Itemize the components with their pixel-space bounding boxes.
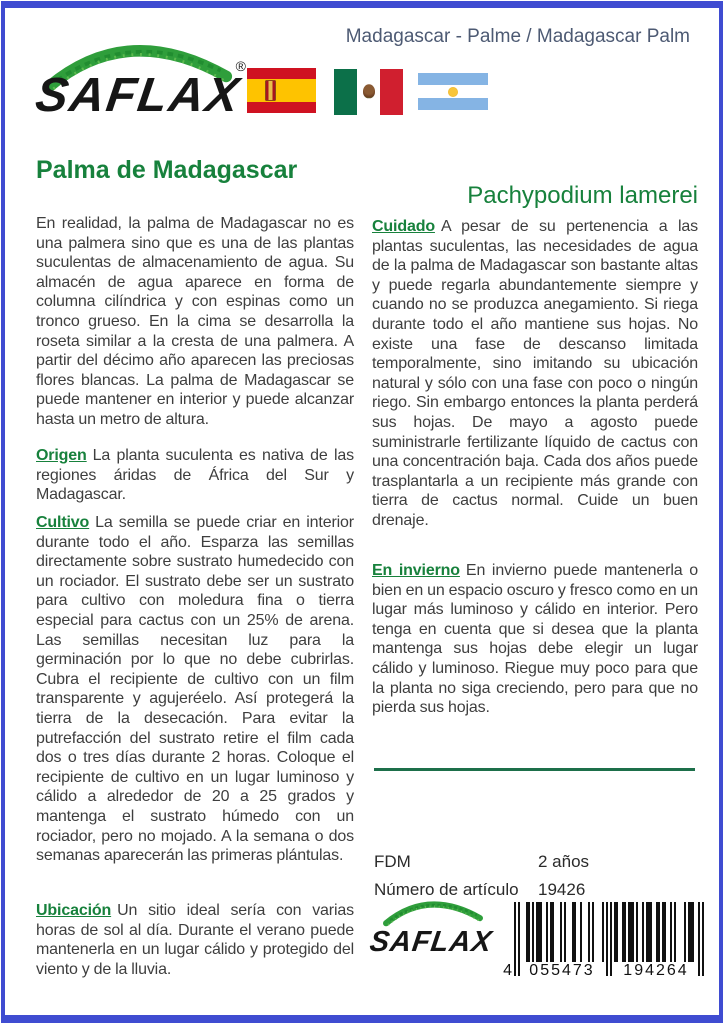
section-text-cuidado: A pesar de su pertenencia a las plantas suculentas, las necesidades de agua de la palma de Madagascar son bastante altas y puede regarla abundantemente siempre y cuando no se produzca anegamiento. Si riega durante todo el año mantiene sus hojas. No existe una fase de descanso limitada temporalmente, sino imitando su ubicación natural y sólo con una fase con poco o ningún riego. Sin embargo entonces la planta perderá sus hojas. De mayo a agosto puede suministrarle fertilizante líquido de cactus con una concentración baja. Cada dos años puede trasplantarla a un recipiente más grande con tierra de cactus normal. Cuide un buen drenaje. (372, 218, 698, 529)
mexico-flag-icon (334, 69, 403, 115)
section-text-ubicacion: Un sitio ideal sería con varias horas de sol al día. Durante el verano puede mantenerla en un lugar cálido y protegido del viento y de la lluvia. (36, 902, 354, 978)
barcode-digits-right: 194264 (623, 962, 689, 979)
section-invierno (372, 561, 698, 718)
common-name-heading: Palma de Madagascar (36, 156, 298, 184)
fdm-value: 2 años (538, 852, 590, 871)
section-lead-cuidado: Cuidado (372, 218, 435, 235)
section-lead-origen: Origen (36, 447, 87, 464)
section-text-cultivo: La semilla se puede criar en interior durante todo el año. Esparza las semillas directamente sobre sustrato humedecido con un rociador. El sustrato debe ser un sustrato para cultivo con moledura fina o tierra especial para cactus con un 25% de arena. Las semillas necesitan luz para la germinación por lo que no debe cubrirlas. Cubra el recipiente de cultivo con un film transparente y agujeréelo. Así protegerá la tierra de la desecación. Para evitar la putrefacción del sustrato retire el film cada dos o tres días durante 2 horas. Coloque el recipiente de cultivo en un lugar luminoso y cálido a alrededor de 20 a 25 grados y mantenga el sustrato húmedo con un rociador, pero no mojado. A la semana o dos semanas aparecerán las primeras plántulas. (36, 514, 354, 865)
spain-crest-icon (265, 80, 276, 101)
section-cultivo (36, 513, 354, 866)
section-lead-ubicacion: Ubicación (36, 902, 112, 919)
page-title: Madagascar - Palme / Madagascar Palm (345, 26, 690, 47)
barcode-digit-first: 4 (503, 962, 512, 979)
section-cuidado (372, 217, 698, 531)
brand-wordmark: SAFLAX (32, 69, 244, 122)
section-ubicacion (36, 901, 354, 979)
section-origen (36, 446, 354, 505)
barcode-digits-left: 055473 (529, 962, 595, 979)
brush-arc-icon (382, 894, 484, 928)
intro-text: En realidad, la palma de Madagascar no es una palmera sino que es una de las plantas suculentas de almacenamiento de agua. Su almacén de agua aparece en forma de columna cilíndrica y con espinas como un tronco grueso. En la cima se desarrolla la roseta similar a la cresta de una palmera. A partir del décimo año aparecen las preciosas flores blancas. La palma de Madagascar se puede mantener en interior y puede alcanzar hasta un metro de altura. (36, 215, 354, 428)
article-number-value: 19426 (538, 880, 586, 899)
saflax-logo-footer (368, 888, 508, 972)
section-text-invierno: En invierno puede mantenerla o bien en un espacio oscuro y fresco como en un lugar más luminoso y cálido en interior. Pero tenga en cuenta que si desea que la planta mantenga sus hojas debe elegir un lugar cálido y luminoso. Riegue muy poco para que la planta no siga creciendo, pero para que no pierda sus hojas. (372, 562, 698, 717)
article-number-label: Número de artículo (374, 880, 519, 899)
section-lead-cultivo: Cultivo (36, 514, 90, 531)
registered-trademark-icon: ® (235, 58, 246, 74)
brand-wordmark-footer: SAFLAX (367, 926, 495, 958)
ean13-barcode (498, 902, 708, 992)
section-text-origen: La planta suculenta es nativa de las regiones áridas de África del Sur y Madagascar. (36, 447, 354, 504)
saflax-logo (34, 30, 248, 132)
spain-flag-icon (247, 68, 316, 113)
argentina-sun-icon (448, 87, 458, 97)
green-divider (374, 768, 695, 771)
section-lead-invierno: En invierno (372, 562, 460, 579)
intro-paragraph (36, 214, 354, 430)
mexico-eagle-icon (363, 84, 375, 98)
fdm-label: FDM (374, 852, 411, 871)
info-row-fdm (374, 852, 698, 872)
botanical-name-heading: Pachypodium lamerei (467, 182, 698, 209)
argentina-flag-icon (418, 73, 488, 110)
